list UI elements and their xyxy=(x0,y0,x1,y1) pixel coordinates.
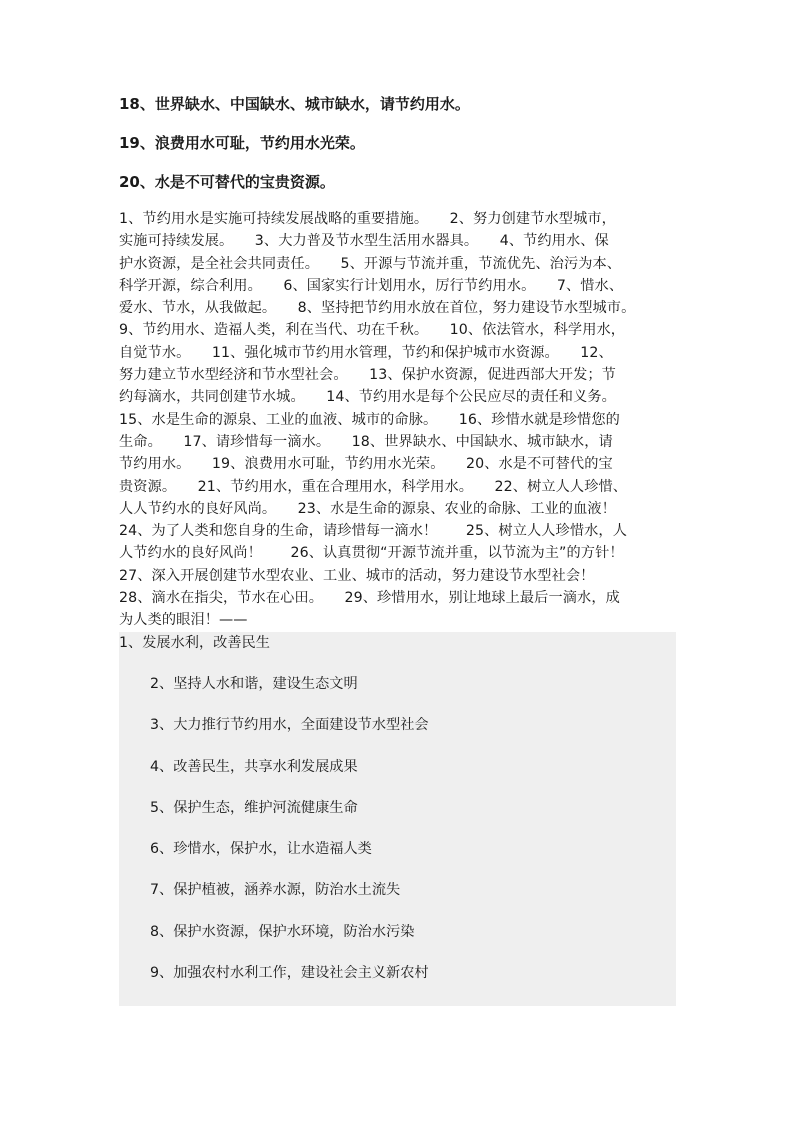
heading-18: 18、世界缺水、中国缺水、城市缺水，请节约用水。 xyxy=(119,95,470,113)
list-item: 4、改善民生，共享水利发展成果 xyxy=(150,759,358,775)
paragraph-line: 28、滴水在指尖，节水在心田。 29、珍惜用水，别让地球上最后一滴水，成 xyxy=(119,590,620,607)
heading-19: 19、浪费用水可耻，节约用水光荣。 xyxy=(119,134,365,152)
paragraph-line: 15、水是生命的源泉、工业的血液、城市的命脉。 16、珍惜水就是珍惜您的 xyxy=(119,411,620,428)
paragraph-line: 27、深入开展创建节水型农业、工业、城市的活动，努力建设节水型社会！ xyxy=(119,567,595,584)
list-item: 5、保护生态，维护河流健康生命 xyxy=(150,800,358,816)
list-item: 9、加强农村水利工作，建设社会主义新农村 xyxy=(150,965,429,981)
list-item: 3、大力推行节约用水，全面建设节水型社会 xyxy=(150,717,429,733)
paragraph-line: 实施可持续发展。 3、大力普及节水型生活用水器具。 4、节约用水、保 xyxy=(119,233,609,250)
paragraph-line: 爱水、节水，从我做起。 8、坚持把节约用水放在首位，努力建设节水型城市。 xyxy=(119,300,636,317)
list-item: 6、珍惜水，保护水，让水造福人类 xyxy=(150,841,372,857)
paragraph-line: 人人节约水的良好风尚。 23、水是生命的源泉、农业的命脉、工业的血液！ xyxy=(119,500,616,517)
list-item: 8、保护水资源，保护水环境，防治水污染 xyxy=(150,924,415,940)
paragraph-line: 为人类的眼泪！—— xyxy=(119,612,248,629)
paragraph-line: 生命。 17、请珍惜每一滴水。 18、世界缺水、中国缺水、城市缺水，请 xyxy=(119,433,613,450)
paragraph-line: 1、节约用水是实施可持续发展战略的重要措施。 2、努力创建节水型城市， xyxy=(119,211,616,227)
paragraph-line: 贵资源。 21、节约用水，重在合理用水，科学用水。 22、树立人人珍惜、 xyxy=(119,478,628,495)
list-item: 7、保护植被，涵养水源，防治水土流失 xyxy=(150,882,401,898)
paragraph-line: 约每滴水，共同创建节水城。 14、节约用水是每个公民应尽的责任和义务。 xyxy=(119,389,616,406)
slogan-list-box xyxy=(119,632,676,1006)
paragraph-line: 科学开源，综合利用。 6、国家实行计划用水，厉行节约用水。 7、惜水、 xyxy=(119,277,624,294)
paragraph-line: 人节约水的良好风尚！ 26、认真贯彻“开源节流并重，以节流为主”的方针！ xyxy=(119,545,624,562)
list-item: 1、发展水利，改善民生 xyxy=(119,635,270,651)
heading-20: 20、水是不可替代的宝贵资源。 xyxy=(119,173,335,191)
paragraph-line: 努力建立节水型经济和节水型社会。 13、保护水资源，促进西部大开发；节 xyxy=(119,367,616,384)
paragraph-line: 9、节约用水、造福人类，利在当代、功在千秋。 10、依法管水，科学用水， xyxy=(119,322,626,339)
paragraph-line: 自觉节水。 11、强化城市节约用水管理，节约和保护城市水资源。 12、 xyxy=(119,344,613,361)
paragraph-line: 24、为了人类和您自身的生命，请珍惜每一滴水！ 25、树立人人珍惜水，人 xyxy=(119,523,627,540)
list-item: 2、坚持人水和谐，建设生态文明 xyxy=(150,676,358,692)
paragraph-line: 节约用水。 19、浪费用水可耻，节约用水光荣。 20、水是不可替代的宝 xyxy=(119,456,613,473)
paragraph-line: 护水资源，是全社会共同责任。 5、开源与节流并重，节流优先、治污为本、 xyxy=(119,255,622,272)
